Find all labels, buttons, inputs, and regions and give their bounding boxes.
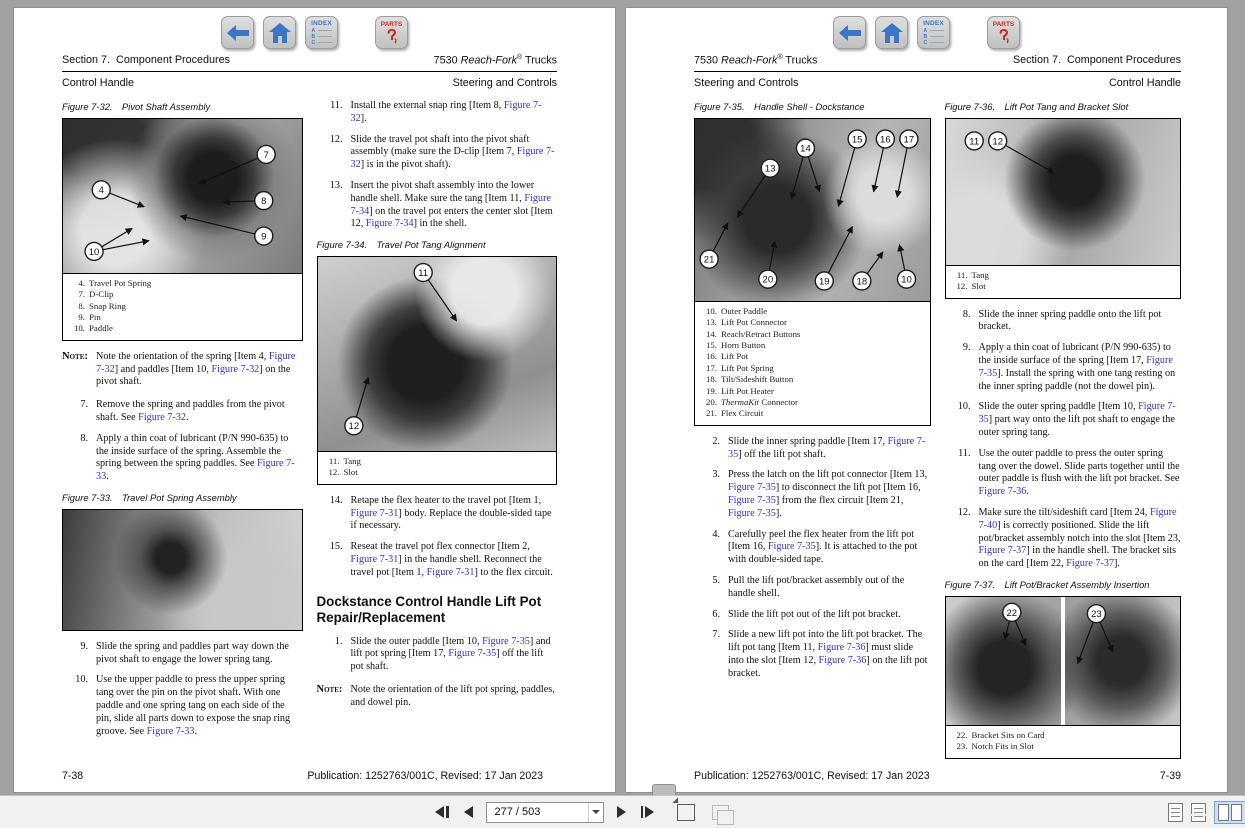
back-button[interactable] <box>221 16 254 49</box>
svg-text:22: 22 <box>1006 607 1017 619</box>
figure-ref[interactable]: Figure 7-33 <box>146 725 195 737</box>
svg-text:9: 9 <box>261 231 267 243</box>
item-text: Remove the spring and paddles from the pivot shaft. See Figure 7-32. <box>96 399 285 424</box>
column-2 <box>317 100 558 746</box>
publication-line: Publication: 1252763/001C, Revised: 17 Jan 2023 <box>307 770 543 782</box>
two-page-view-selected[interactable] <box>1214 801 1245 824</box>
legend-entry: 4. Travel Pot Spring <box>78 277 152 288</box>
item-number: 8. <box>962 308 971 320</box>
item-number: 11. <box>958 447 971 459</box>
list-item <box>317 100 558 126</box>
parts-button[interactable] <box>987 16 1020 49</box>
page-number: 7-39 <box>1159 770 1181 782</box>
item-number: 7. <box>80 399 88 411</box>
view-mode-group <box>1168 796 1245 828</box>
item-text: Slide the lift pot out of the lift pot bracket. <box>728 608 901 620</box>
book-title: 7530 Reach-Fork® Trucks <box>433 54 557 67</box>
legend-entry: 18. Tilt/Sideshift Button <box>706 374 794 385</box>
item-number: 9. <box>80 640 88 652</box>
index-list-icon: A B C <box>312 28 332 46</box>
figure-ref[interactable]: Figure 7-33 <box>96 458 295 483</box>
index-button-label: INDEX <box>923 19 944 27</box>
legend-entry: 9. Pin <box>78 312 101 323</box>
item-text: Make sure the tilt/sideshift card [Item 24, Figure 7-40] is correctly positioned. Slide the lift pot/bracket assembly notch into the slot [Item 23, Figure 7-37] in the handle shell. The bracket sits on the card [Item 22, Figure 7-37]. <box>978 506 1181 570</box>
note-block <box>62 351 303 389</box>
item-number: 12. <box>957 506 971 518</box>
figure-caption: Figure 7-32. Pivot Shaft Assembly <box>62 101 211 112</box>
svg-text:8: 8 <box>261 195 267 207</box>
back-button[interactable] <box>833 16 866 49</box>
previous-page-button[interactable] <box>462 804 475 820</box>
figure-photo <box>318 257 557 451</box>
figure-ref[interactable]: Figure 7-34 <box>350 192 551 217</box>
page-spread <box>14 8 1227 792</box>
item-text: Slide the inner spring paddle onto the lift pot bracket. <box>978 308 1162 333</box>
list-item <box>945 342 1182 393</box>
legend-entry: 20. ThermaKit Connector <box>706 397 798 408</box>
figure-ref[interactable]: Figure 7-32 <box>350 100 542 124</box>
figure-ref[interactable]: Figure 7-40 <box>978 506 1177 531</box>
list-item <box>317 495 558 533</box>
figure-ref[interactable]: Figure 7-35 <box>482 635 530 647</box>
parts-button-label: PARTS <box>992 20 1015 28</box>
figure-ref[interactable]: Figure 7-35 <box>978 401 1176 426</box>
item-text: Slide the inner spring paddle [Item 17, Figure 7-35] off the lift pot shaft. <box>728 435 926 460</box>
svg-text:23: 23 <box>1090 608 1102 620</box>
section-heading: Dockstance Control Handle Lift Pot Repair/Replacement <box>316 593 542 625</box>
legend-entry: 21. Flex Circuit <box>706 408 764 419</box>
svg-text:12: 12 <box>348 421 359 433</box>
list-item <box>945 448 1182 499</box>
list-item <box>62 674 303 738</box>
figure-legend <box>318 451 557 484</box>
figure-caption: Figure 7-33. Travel Pot Spring Assembly <box>62 492 237 503</box>
note-text: Note the orientation of the spring [Item 4, Figure 7-32] and paddles [Item 10, Figure 7-32] on the pivot shaft. <box>96 350 296 388</box>
page-header <box>694 54 1181 89</box>
list-item <box>694 436 931 462</box>
item-text: Reseat the travel pot flex connector [Item 2, Figure 7-31] in the handle shell. Reconnect the travel pot [Item 1, Figure 7-31] to the flex circuit. <box>350 541 553 578</box>
figure-ref[interactable]: Figure 7-31 <box>350 553 399 565</box>
figure-photo <box>63 119 302 273</box>
list-item <box>945 309 1182 335</box>
continuous-view-icon[interactable] <box>1191 803 1206 822</box>
page-number: 7-38 <box>62 770 84 782</box>
figure-ref[interactable]: Figure 7-32 <box>138 412 186 424</box>
single-page-view-icon[interactable] <box>1168 803 1183 822</box>
publication-line: Publication: 1252763/001C, Revised: 17 Jan 2023 <box>694 770 930 782</box>
figure-7-34 <box>317 239 558 485</box>
chapter-group: Steering and Controls <box>452 76 557 89</box>
svg-text:15: 15 <box>851 134 863 146</box>
figure-ref[interactable]: Figure 7-37 <box>1066 558 1115 570</box>
list-item <box>694 529 931 567</box>
figure-photo <box>695 119 930 301</box>
figure-7-35 <box>694 101 931 426</box>
next-page-button[interactable] <box>615 804 628 820</box>
svg-text:20: 20 <box>762 274 774 286</box>
svg-text:19: 19 <box>818 276 830 288</box>
page-content <box>694 100 1181 769</box>
section-title: Section 7. Component Procedures <box>62 54 231 66</box>
column-1 <box>694 100 931 769</box>
section-title: Section 7. Component Procedures <box>1012 54 1181 66</box>
index-button-label: INDEX <box>311 19 332 27</box>
figure-7-37 <box>945 579 1182 759</box>
list-item <box>945 507 1182 571</box>
index-button[interactable] <box>917 16 950 49</box>
figure-ref[interactable]: Figure 7-36 <box>818 655 867 667</box>
note-label: Note: <box>316 683 343 695</box>
item-text: Slide the travel pot shaft into the pivot shaft assembly (make sure the D-clip [Item 7, Figure 7-32] is in the pivot shaft). <box>350 133 555 171</box>
svg-text:11: 11 <box>417 267 428 279</box>
item-text: Press the latch on the lift pot connector [Item 13, Figure 7-35] to disconnect the lift pot [Item 16, Figure 7-35] from the flex circuit [Item 21, Figure 7-35]. <box>728 469 928 519</box>
back-arrow-icon <box>226 24 250 42</box>
page-header <box>62 54 557 89</box>
figure-legend <box>695 301 930 425</box>
list-item <box>317 134 558 172</box>
figure-7-36 <box>945 101 1182 299</box>
index-list-icon: A B C <box>924 28 944 46</box>
page-number-input[interactable] <box>486 802 604 823</box>
item-text: Carefully peel the flex heater from the lift pot [Item 16, Figure 7-35]. It is attached to the pot with double-sided tape. <box>728 528 918 566</box>
svg-text:7: 7 <box>263 149 269 161</box>
item-number: 10. <box>75 674 88 686</box>
svg-text:10: 10 <box>88 246 100 258</box>
first-page-button[interactable] <box>433 804 451 820</box>
legend-entry: 11. Tang <box>328 455 361 466</box>
figure-caption: Figure 7-37. Lift Pot/Bracket Assembly Insertion <box>944 578 1150 590</box>
list-item <box>317 180 558 231</box>
page-nav-icon-row <box>626 16 1227 49</box>
index-button[interactable] <box>305 16 338 49</box>
legend-entry: 14. Reach/Retract Buttons <box>706 328 801 339</box>
chapter-topic: Control Handle <box>62 76 135 89</box>
figure-ref[interactable]: Figure 7-31 <box>426 566 475 578</box>
page-dropdown-caret[interactable] <box>588 803 603 822</box>
item-number: 12. <box>329 133 343 145</box>
item-number: 11. <box>330 100 343 111</box>
item-number: 4. <box>712 528 720 540</box>
snapshot-icon[interactable] <box>677 804 695 821</box>
callout-overlay <box>946 119 1181 265</box>
list-item <box>62 399 303 425</box>
figure-ref[interactable]: Figure 7-35 <box>448 648 497 660</box>
item-text: Slide the spring and paddles part way down the pivot shaft to engage the lower spring tang. <box>96 640 289 665</box>
page-nav-group <box>433 802 729 823</box>
item-text: Slide the outer paddle [Item 10, Figure 7-35] and lift pot spring [Item 17, Figure 7-35] off the lift pot shaft. <box>350 635 551 673</box>
item-number: 6. <box>712 608 720 620</box>
list-item <box>694 609 931 622</box>
item-text: Slide the outer spring paddle [Item 10, Figure 7-35] part way onto the lift pot shaft to engage the outer spring tang. <box>978 401 1176 438</box>
item-number: 2. <box>712 435 720 447</box>
note-label: Note: <box>62 350 88 362</box>
svg-text:4: 4 <box>98 185 104 197</box>
list-item <box>694 629 931 680</box>
item-number: 14. <box>329 494 343 506</box>
last-page-button[interactable] <box>639 804 657 820</box>
home-icon <box>269 23 291 43</box>
list-item <box>694 575 931 601</box>
legend-entry: 15. Horn Button <box>706 340 766 351</box>
legend-entry: 16. Lift Pot <box>706 351 749 362</box>
figure-ref[interactable]: Figure 7-35 <box>728 482 776 494</box>
page-content <box>62 100 557 746</box>
callout-overlay <box>695 119 930 301</box>
item-text: Apply a thin coat of lubricant (P/N 990-635) to the inside surface of the spring. Assemble the spring between the spring paddles. See Figure 7-33. <box>96 432 295 483</box>
figure-ref[interactable]: Figure 7-32 <box>350 146 555 171</box>
item-number: 7. <box>712 629 720 641</box>
pdf-page-left <box>14 8 615 792</box>
legend-entry: 23. Notch Fits in Slot <box>956 741 1034 752</box>
figure-7-32 <box>62 101 303 341</box>
parts-hook-icon <box>384 28 400 45</box>
item-text: Retape the flex heater to the travel pot [Item 1, Figure 7-31] body. Replace the double-sided tape if necessary. <box>350 494 552 532</box>
figure-ref[interactable]: Figure 7-37 <box>978 545 1027 557</box>
parts-button-label: PARTS <box>380 20 403 28</box>
figure-ref[interactable]: Figure 7-35 <box>978 355 1173 379</box>
callout-overlay <box>318 257 557 451</box>
item-text: Apply a thin coat of lubricant (P/N 990-635) to the inside surface of the spring [Item 17, Figure 7-35]. Install the spring with one tang resting on the inner spring paddle (not the dowel pin). <box>978 342 1176 392</box>
item-text: Install the external snap ring [Item 8, Figure 7-32]. <box>350 100 542 124</box>
legend-entry: 10. Paddle <box>74 323 113 334</box>
chapter-topic: Control Handle <box>1108 76 1181 89</box>
svg-text:13: 13 <box>764 163 776 175</box>
legend-entry: 19. Lift Pot Heater <box>706 385 774 396</box>
figure-caption: Figure 7-36. Lift Pot Tang and Bracket Slot <box>944 101 1129 112</box>
item-number: 15. <box>329 541 343 553</box>
figure-ref[interactable]: Figure 7-35 <box>728 495 776 507</box>
svg-text:11: 11 <box>968 136 979 148</box>
note-text: Note the orientation of the lift pot spring, paddles, and dowel pin. <box>350 683 555 708</box>
viewer-toolbar <box>0 795 1245 828</box>
item-text: Slide a new lift pot into the lift pot bracket. The lift pot tang [Item 11, Figure 7-36] must slide into the slot [Item 12, Figure 7-36] on the lift pot bracket. <box>728 629 928 679</box>
figure-photo <box>63 510 302 630</box>
figure-ref[interactable]: Figure 7-36 <box>817 642 866 654</box>
figure-caption: Figure 7-35. Handle Shell - Dockstance <box>694 101 865 112</box>
duplicate-view-icon <box>712 805 729 820</box>
header-rule <box>62 71 557 72</box>
figure-caption: Figure 7-34. Travel Pot Tang Alignment <box>316 239 486 251</box>
figure-ref[interactable]: Figure 7-35 <box>728 507 776 519</box>
legend-entry: 8. Snap Ring <box>78 300 126 311</box>
list-item <box>694 469 931 520</box>
parts-hook-icon <box>996 28 1012 45</box>
column-1 <box>62 100 303 746</box>
svg-text:18: 18 <box>856 276 868 288</box>
svg-text:10: 10 <box>901 274 912 286</box>
item-text: Insert the pivot shaft assembly into the lower handle shell. Make sure the tang [Item 11, Figure 7-34] on the travel pot enters the center slot [Item 12, Figure 7-34] in the shell. <box>350 179 553 230</box>
legend-entry: 13. Lift Pot Connector <box>706 317 787 328</box>
home-button[interactable] <box>875 16 908 49</box>
item-number: 8. <box>80 432 88 444</box>
pdf-page-right <box>626 8 1227 792</box>
item-number: 5. <box>712 575 720 587</box>
item-number: 10. <box>957 401 971 413</box>
item-number: 1. <box>334 635 343 647</box>
item-text: Use the upper paddle to press the upper spring tang over the pin on the pivot shaft. With one paddle and one spring tang on each side of the pin, slide all parts down to expose the snap ring groove. See Figure 7-33. <box>96 674 291 737</box>
figure-photo <box>946 597 1181 725</box>
back-arrow-icon <box>838 24 862 42</box>
figure-legend <box>946 265 1181 298</box>
parts-button[interactable] <box>375 16 408 49</box>
figure-ref[interactable]: Figure 7-35 <box>767 541 816 553</box>
svg-text:16: 16 <box>880 134 891 146</box>
legend-entry: 10. Outer Paddle <box>706 305 768 316</box>
item-number: 13. <box>329 179 343 191</box>
figure-ref[interactable]: Figure 7-32 <box>96 350 296 375</box>
chapter-group: Steering and Controls <box>694 76 799 89</box>
figure-ref[interactable]: Figure 7-35 <box>728 435 926 460</box>
page-indicator: 277 / 503 <box>494 806 541 818</box>
list-item <box>62 433 303 484</box>
note-block <box>317 684 558 710</box>
item-text: Pull the lift pot/bracket assembly out of the handle shell. <box>728 575 905 599</box>
figure-ref[interactable]: Figure 7-32 <box>211 363 260 375</box>
legend-entry: 11. Tang <box>956 269 989 280</box>
legend-entry: 22. Bracket Sits on Card <box>956 729 1045 740</box>
figure-ref[interactable]: Figure 7-31 <box>350 507 399 519</box>
list-item <box>945 401 1182 439</box>
list-item <box>317 636 558 674</box>
figure-legend <box>946 725 1181 758</box>
svg-text:21: 21 <box>703 254 715 266</box>
legend-entry: 17. Lift Pot Spring <box>706 362 774 373</box>
callout-overlay <box>946 597 1181 725</box>
book-title: 7530 Reach-Fork® Trucks <box>694 54 818 67</box>
figure-ref[interactable]: Figure 7-36 <box>978 486 1027 498</box>
legend-entry: 7. D-Clip <box>78 289 114 300</box>
header-rule <box>694 71 1181 72</box>
home-icon <box>881 23 903 43</box>
svg-text:17: 17 <box>903 134 915 146</box>
legend-entry: 12. Slot <box>328 467 358 478</box>
home-button[interactable] <box>263 16 296 49</box>
page-nav-icon-row <box>14 16 615 49</box>
figure-legend <box>63 273 302 340</box>
figure-photo <box>946 119 1181 265</box>
list-item <box>317 541 558 579</box>
item-number: 3. <box>712 469 720 481</box>
svg-text:14: 14 <box>800 143 811 155</box>
item-text: Use the outer paddle to press the outer spring tang over the dowel. Slide parts together until the outer paddle is flush with the lift pot bracket. See Figure 7-36. <box>978 447 1180 498</box>
figure-ref[interactable]: Figure 7-34 <box>365 218 414 230</box>
two-page-view-icon <box>1218 804 1242 821</box>
figure-7-33 <box>62 492 303 631</box>
callout-overlay <box>63 119 302 273</box>
column-2 <box>945 100 1182 769</box>
legend-entry: 12. Slot <box>956 281 986 292</box>
svg-text:12: 12 <box>991 136 1003 148</box>
item-number: 9. <box>962 342 971 354</box>
list-item <box>62 641 303 667</box>
